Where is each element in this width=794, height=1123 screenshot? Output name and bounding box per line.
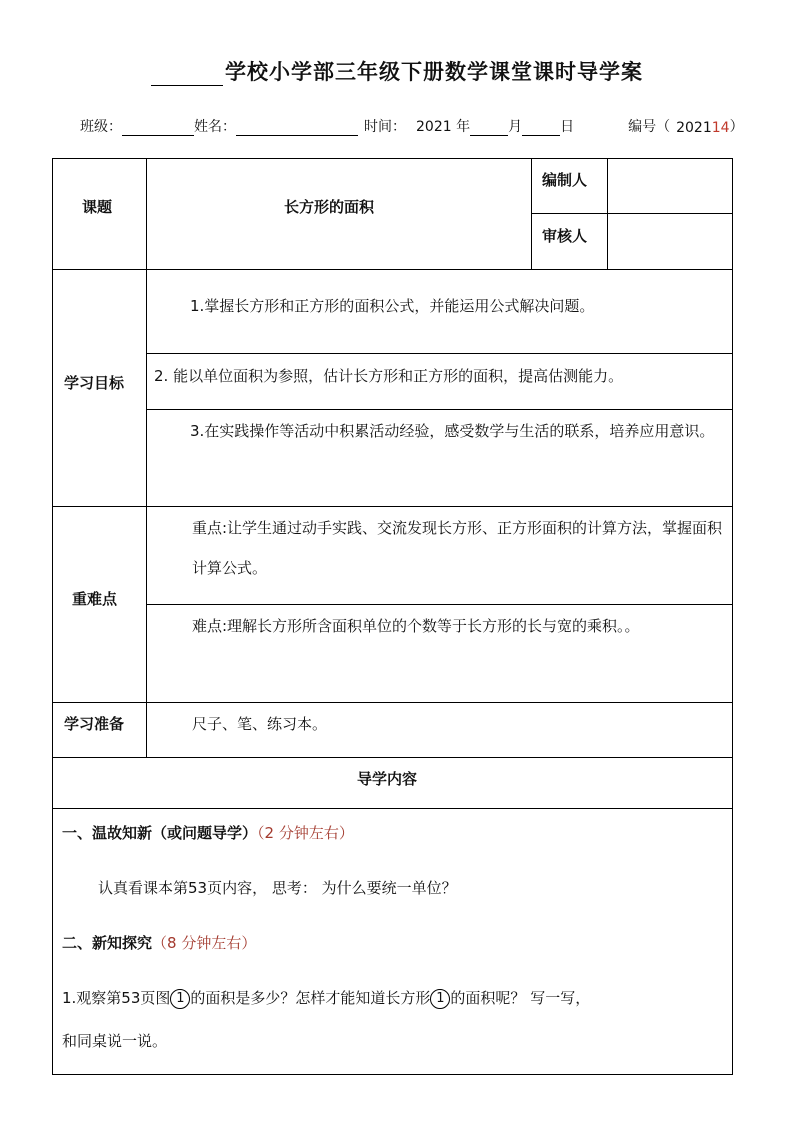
col-divider	[607, 158, 608, 269]
col-divider	[146, 158, 147, 757]
section2-title: 二、新知探究	[62, 934, 153, 952]
difficult-point: 难点:理解长方形所含面积单位的个数等于长方形的长与宽的乘积。。	[192, 617, 640, 635]
question-1-line2: 和同桌说一说。	[62, 1032, 168, 1050]
class-label: 班级：	[80, 119, 122, 135]
editor-value[interactable]	[615, 170, 725, 200]
goals-label: 学习目标	[64, 374, 125, 392]
row-divider	[52, 757, 733, 758]
info-line	[80, 116, 744, 136]
q1-part2: 的面积是多少？怎样才能知道长方形	[190, 989, 431, 1007]
goal-item: 3.在实践操作等活动中积累活动经验，感受数学与生活的联系，培养应用意识。	[190, 422, 715, 440]
year-text: 2021 年	[416, 119, 471, 135]
section1-title: 一、温故知新（或问题导学）	[62, 824, 258, 842]
number-value-b: 14	[711, 120, 730, 136]
circled-number-icon	[430, 989, 450, 1009]
row-divider	[146, 604, 733, 605]
guide-title: 导学内容	[357, 770, 418, 788]
circled-number-icon	[170, 989, 190, 1009]
reviewer-label: 审核人	[542, 227, 588, 245]
circle-digit: 1	[176, 990, 185, 1006]
col-divider	[531, 158, 532, 269]
name-blank[interactable]	[236, 121, 358, 136]
row-divider	[531, 213, 733, 214]
day-blank[interactable]	[522, 121, 560, 136]
time-label: 时间：	[364, 119, 406, 135]
goal-item: 1.掌握长方形和正方形的面积公式，并能运用公式解决问题。	[190, 297, 595, 315]
topic-label: 课题	[82, 198, 113, 216]
month-blank[interactable]	[470, 121, 508, 136]
goal-item: 2. 能以单位面积为参照，估计长方形和正方形的面积，提高估测能力。	[154, 367, 624, 385]
prep-value: 尺子、笔、练习本。	[192, 715, 328, 733]
section2-time: （8 分钟左右）	[152, 934, 257, 952]
reviewer-value[interactable]	[615, 226, 725, 256]
q1-part3: 的面积呢？ 写一写，	[450, 989, 591, 1007]
section1-heading	[62, 823, 354, 843]
question-1	[62, 988, 590, 1009]
class-blank[interactable]	[122, 121, 194, 136]
title-text: 学校小学部三年级下册数学课堂课时导学案	[225, 60, 643, 84]
section1-time: （2 分钟左右）	[257, 824, 354, 842]
month-text: 月	[508, 119, 523, 135]
row-divider	[52, 269, 733, 270]
keypoints-label: 重难点	[72, 590, 118, 608]
page-title	[0, 56, 794, 86]
row-divider	[146, 409, 733, 410]
topic-value: 长方形的面积	[284, 198, 375, 216]
name-label: 姓名：	[194, 119, 236, 135]
editor-label: 编制人	[542, 171, 588, 189]
key-point: 重点:让学生通过动手实践、交流发现长方形、正方形面积的计算方法，掌握面积计算公式。	[192, 519, 723, 577]
row-divider	[52, 506, 733, 507]
q1-part1: 1.观察第53页图	[62, 989, 171, 1007]
prep-label: 学习准备	[64, 715, 125, 733]
row-divider	[146, 353, 733, 354]
row-divider	[52, 702, 733, 703]
section1-text: 认真看课本第53页内容， 思考： 为什么要统一单位？	[98, 879, 457, 897]
day-text: 日	[560, 119, 575, 135]
circle-digit: 1	[436, 990, 445, 1006]
section2-heading	[62, 933, 256, 953]
school-name-blank[interactable]	[151, 65, 223, 86]
row-divider	[52, 808, 733, 809]
number-label: 编号（	[628, 119, 671, 135]
number-value-a: 2021	[676, 120, 712, 136]
number-close: ）	[729, 119, 744, 135]
